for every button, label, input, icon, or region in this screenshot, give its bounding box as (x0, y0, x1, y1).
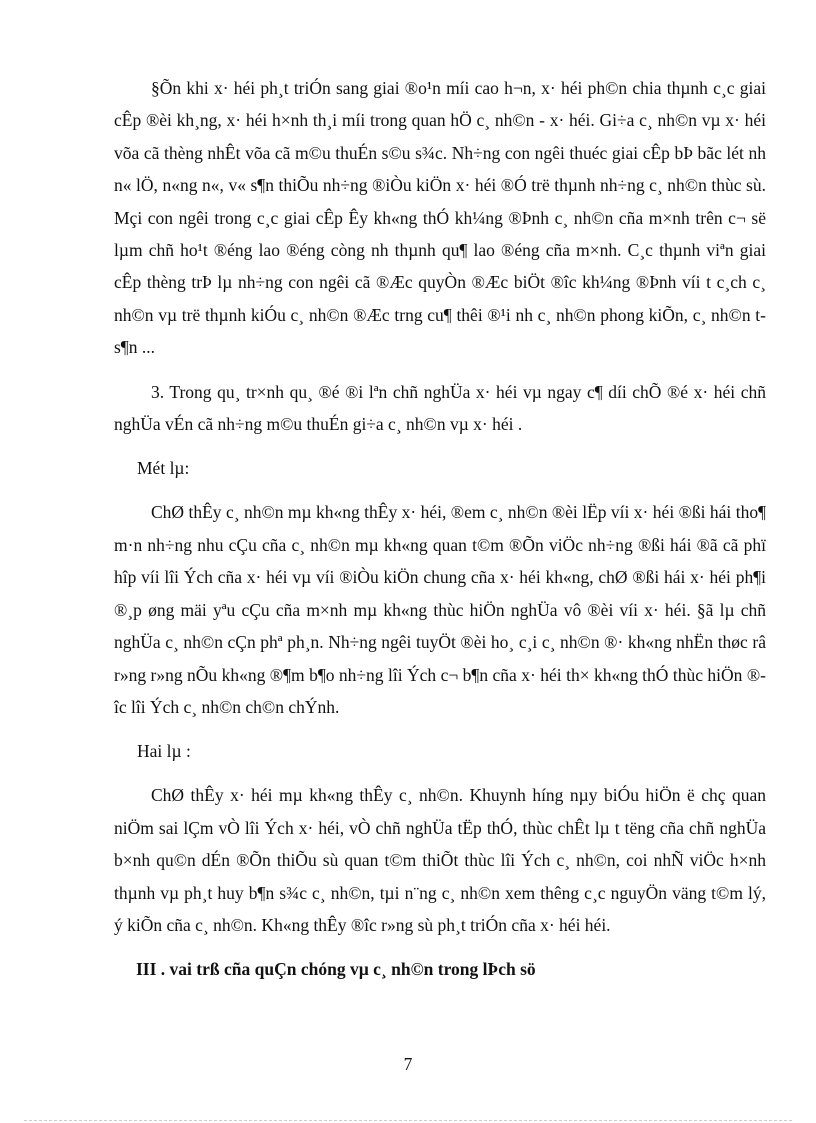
page-bottom-border (24, 1120, 792, 1121)
page-number: 7 (403, 1054, 413, 1074)
paragraph-first: ChØ thÊy c¸ nh©n mµ kh«ng thÊy x· héi, ®em c¸ nh©n ®èi lËp víi x· héi ®ßi hái tho¶ m·n nh÷ng nhu cÇu cña c¸ nh©n mµ kh«ng quan t©m ®Õn viÖc nh÷ng ®ßi hái ®ã cã phï hîp víi lîi Ých cña x· héi vµ víi ®iÒu kiÖn chung cña x· héi kh«ng, chØ ®ßi hái x· héi ph¶i ®¸p øng mäi yªu cÇu cña m×nh mµ kh«ng thùc hiÖn nghÜa vô ®èi víi x· héi. §ã lµ chñ nghÜa c¸ nh©n cÇn phª ph¸n. Nh÷ng ngêi tuyÖt ®èi ho¸ c¸i c¸ nh©n ®· kh«ng nhËn thøc râ r»ng r»ng nÕu kh«ng ®¶m b¶o nh÷ng lîi Ých c¬ b¶n cña x· héi th× kh«ng thÓ thùc hiÖn ®îc lîi Ých c¸ nh©n ch©n chÝnh. (114, 502, 766, 717)
paragraph-transition-socialism: 3. Trong qu¸ tr×nh qu¸ ®é ®i lªn chñ nghÜa x· héi vµ ngay c¶ díi chÕ ®é x· héi chñ nghÜa vÉn cã nh÷ng m©u thuÉn gi÷a c¸ nh©n vµ x· héi . (114, 381, 766, 435)
label-first: Mét lµ: (137, 458, 190, 479)
section-heading: III . vai trß cña quÇn chóng vµ c¸ nh©n trong lÞch sö (136, 959, 536, 980)
paragraph-second: ChØ thÊy x· héi mµ kh«ng thÊy c¸ nh©n. Khuynh híng nµy biÓu hiÖn ë chç quan niÖm sai lÇm vÒ lîi Ých x· héi, vÒ chñ nghÜa tËp thÓ, thùc chÊt lµ t tëng cña chñ nghÜa b×nh qu©n dÉn ®Õn thiÕu sù quan t©m thiÕt thùc lîi Ých c¸ nh©n, coi nhÑ viÖc h×nh thµnh vµ ph¸t huy b¶n s¾c c¸ nh©n, tµi n¨ng c¸ nh©n xem thêng c¸c nguyÖn väng t©m lý, ý kiÕn cña c¸ nh©n. Kh«ng thÊy ®îc r»ng sù ph¸t triÓn cña x· héi héi. (114, 785, 766, 935)
page-body (114, 72, 766, 985)
label-second: Hai lµ : (137, 741, 191, 762)
paragraph-historical-classes: §Õn khi x· héi ph¸t triÓn sang giai ®o¹n míi cao h¬n, x· héi ph©n chia thµnh c¸c giai cÊp ®èi kh¸ng, x· héi h×nh th¸i míi trong quan hÖ c¸ nh©n - x· héi. Gi÷a c¸ nh©n vµ x· héi võa cã thèng nhÊt võa cã m©u thuÉn s©u s¾c. Nh÷ng con ngêi thuéc giai cÊp bÞ bãc lét nh n« lÖ, n«ng n«, v« s¶n thiÕu nh÷ng ®iÒu kiÖn x· héi ®Ó trë thµnh nh÷ng c¸ nh©n thùc sù. Mçi con ngêi trong c¸c giai cÊp Êy kh«ng thÓ kh¼ng ®Þnh c¸ nh©n cña m×nh trên c¬ së lµm chñ ho¹t ®éng lao ®éng còng nh thµnh qu¶ lao ®éng cña m×nh. C¸c thµnh viªn giai cÊp thèng trÞ lµ nh÷ng con ngêi cã ®Æc quyÒn ®Æc biÖt ®îc kh¼ng ®Þnh víi t c¸ch c¸ nh©n vµ trë thµnh kiÓu c¸ nh©n ®Æc trng cu¶ thêi ®¹i nh c¸ nh©n phong kiÕn, c¸ nh©n t s¶n ... (114, 78, 766, 358)
